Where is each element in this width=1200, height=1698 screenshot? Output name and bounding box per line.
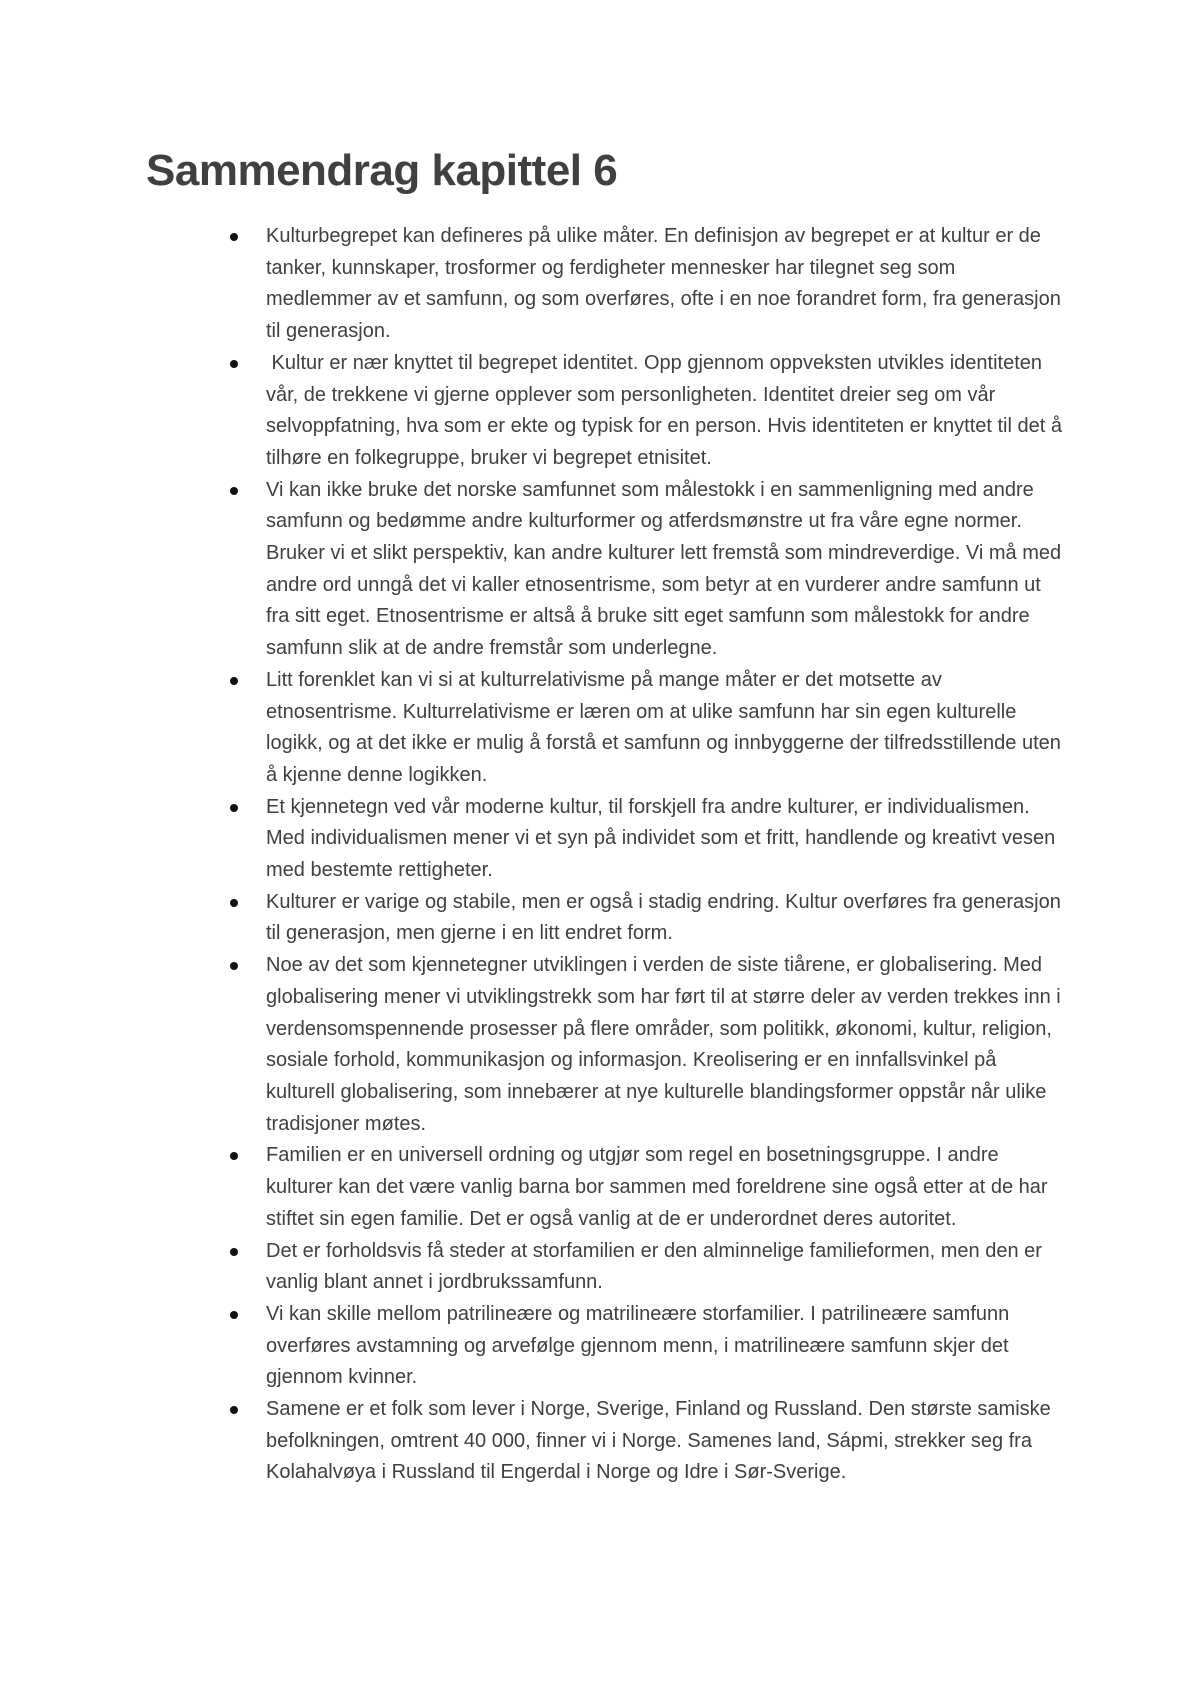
list-item (266, 348, 1066, 475)
bullet-icon (230, 804, 238, 812)
bullet-icon (230, 677, 238, 685)
list-item (266, 1140, 1066, 1235)
list-item-text: Kulturbegrepet kan defineres på ulike måter. En definisjon av begrepet er at kultur er de tanker, kunnskaper, trosformer og ferdigheter mennesker har tilegnet seg som medlemmer av et samfunn, og som overføres, ofte i en noe forandret form, fra generasjon til generasjon. (266, 225, 1061, 343)
bullet-icon (230, 233, 238, 241)
list-item (266, 475, 1066, 665)
bullet-icon (230, 1152, 238, 1160)
list-item (266, 221, 1066, 348)
list-item (266, 887, 1066, 950)
page-title: Sammendrag kapittel 6 (146, 146, 618, 195)
bullet-icon (230, 1248, 238, 1256)
list-item (266, 1299, 1066, 1394)
list-item-text: Et kjennetegn ved vår moderne kultur, til forskjell fra andre kulturer, er individualismen. Med individualismen mener vi et syn på individet som et fritt, handlende og kreativt vesen med bestemte rettigheter. (266, 795, 1056, 882)
summary-list (266, 221, 1066, 1489)
list-item-text: Familien er en universell ordning og utgjør som regel en bosetningsgruppe. I andre kulturer kan det være vanlig barna bor sammen med foreldrene sine også etter at de har stiftet sin egen familie. Det er også vanlig at de er underordnet deres autoritet. (266, 1144, 1048, 1230)
list-item-text: Det er forholdsvis få steder at storfamilien er den alminnelige familieformen, men den er vanlig blant annet i jordbrukssamfunn. (266, 1239, 1042, 1294)
list-item-text: Kulturer er varige og stabile, men er også i stadig endring. Kultur overføres fra generasjon til generasjon, men gjerne i en litt endret form. (266, 890, 1061, 945)
list-item (266, 1236, 1066, 1299)
bullet-icon (230, 360, 238, 368)
list-item-text: Samene er et folk som lever i Norge, Sverige, Finland og Russland. Den største samiske befolkningen, omtrent 40 000, finner vi i Norge. Samenes land, Sápmi, strekker seg fra Kolahalvøya i Russland til Engerdal i Norge og Idre i Sør-Sverige. (266, 1398, 1051, 1484)
bullet-icon (230, 1406, 238, 1414)
list-item-text: Kultur er nær knyttet til begrepet identitet. Opp gjennom oppveksten utvikles identiteten vår, de trekkene vi gjerne opplever som personligheten. Identitet dreier seg om vår selvoppfatning, hva som er ekte og typisk for en person. Hvis identiteten er knyttet til det å tilhøre en folkegruppe, bruker vi begrepet etnisitet. (266, 351, 1062, 469)
list-item (266, 665, 1066, 792)
list-item-text: Litt forenklet kan vi si at kulturrelativisme på mange måter er det motsette av etnosentrisme. Kulturrelativisme er læren om at ulike samfunn har sin egen kulturelle logikk, og at det ikke er mulig å forstå et samfunn og innbyggerne der tilfredsstillende uten å kjenne denne logikken. (266, 668, 1061, 786)
list-item (266, 1394, 1066, 1489)
bullet-icon (230, 899, 238, 907)
bullet-icon (230, 487, 238, 495)
bullet-icon (230, 962, 238, 970)
list-item (266, 792, 1066, 887)
list-item (266, 950, 1066, 1140)
bullet-icon (230, 1311, 238, 1319)
list-item-text: Vi kan ikke bruke det norske samfunnet som målestokk i en sammenligning med andre samfunn og bedømme andre kulturformer og atferdsmønstre ut fra våre egne normer. Bruker vi et slikt perspektiv, kan andre kulturer lett fremstå som mindreverdige. Vi må med andre ord unngå det vi kaller etnosentrisme, som betyr at en vurderer andre samfunn ut fra sitt eget. Etnosentrisme er altså å bruke sitt eget samfunn som målestokk for andre samfunn slik at de andre fremstår som underlegne. (266, 478, 1062, 660)
list-item-text: Vi kan skille mellom patrilineære og matrilineære storfamilier. I patrilineære samfunn overføres avstamning og arvefølge gjennom menn, i matrilineære samfunn skjer det gjennom kvinner. (266, 1302, 1010, 1389)
list-item-text: Noe av det som kjennetegner utviklingen i verden de siste tiårene, er globalisering. Med globalisering mener vi utviklingstrekk som har ført til at større deler av verden trekkes inn i verdensomspennende prosesser på flere områder, som politikk, økonomi, kultur, religion, sosiale forhold, kommunikasjon og informasjon. Kreolisering er en innfallsvinkel på kulturell globalisering, som innebærer at nye kulturelle blandingsformer oppstår når ulike tradisjoner møtes. (266, 954, 1061, 1135)
